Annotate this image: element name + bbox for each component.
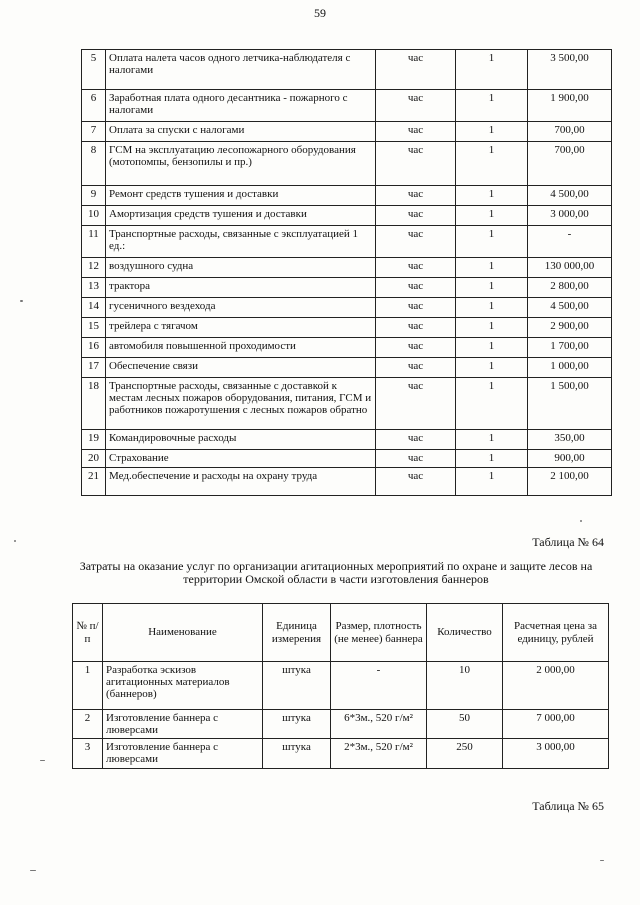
table-65-label: Таблица № 65 bbox=[532, 799, 604, 813]
row-price: 4 500,00 bbox=[528, 298, 612, 318]
row-name: Транспортные расходы, связанные с эксплуатацией 1 ед.: bbox=[106, 226, 376, 258]
row-price: 900,00 bbox=[528, 450, 612, 468]
row-name: Страхование bbox=[106, 450, 376, 468]
row-quantity: 1 bbox=[456, 278, 528, 298]
row-name: Амортизация средств тушения и доставки bbox=[106, 206, 376, 226]
table-64-caption: Затраты на оказание услуг по организации агитационных мероприятий по охране и защите лесов на территории Омской области в части изготовления баннеров bbox=[79, 559, 593, 586]
page-number: 59 bbox=[314, 6, 326, 20]
row-unit: штука bbox=[263, 739, 331, 769]
row-quantity: 1 bbox=[456, 378, 528, 430]
row-number: 20 bbox=[82, 450, 106, 468]
row-quantity: 10 bbox=[427, 662, 503, 710]
row-price: 1 700,00 bbox=[528, 338, 612, 358]
row-quantity: 1 bbox=[456, 298, 528, 318]
row-quantity: 50 bbox=[427, 710, 503, 739]
row-quantity: 1 bbox=[456, 186, 528, 206]
row-unit: час bbox=[376, 122, 456, 142]
row-price: 3 500,00 bbox=[528, 50, 612, 90]
table-row bbox=[82, 430, 612, 450]
table-row bbox=[82, 338, 612, 358]
table-row bbox=[82, 298, 612, 318]
scan-speck bbox=[580, 520, 582, 522]
row-unit: час bbox=[376, 50, 456, 90]
row-name: Разработка эскизов агитационных материалов (баннеров) bbox=[103, 662, 263, 710]
table-row bbox=[82, 206, 612, 226]
row-number: 7 bbox=[82, 122, 106, 142]
row-unit: час bbox=[376, 90, 456, 122]
row-number: 11 bbox=[82, 226, 106, 258]
row-price: 2 100,00 bbox=[528, 468, 612, 496]
table-row bbox=[82, 318, 612, 338]
table-row bbox=[82, 358, 612, 378]
row-quantity: 1 bbox=[456, 122, 528, 142]
row-name: Обеспечение связи bbox=[106, 358, 376, 378]
row-price: 130 000,00 bbox=[528, 258, 612, 278]
row-unit: час bbox=[376, 318, 456, 338]
table-row bbox=[82, 468, 612, 496]
row-price: 1 900,00 bbox=[528, 90, 612, 122]
table-64-label: Таблица № 64 bbox=[532, 535, 604, 549]
row-number: 19 bbox=[82, 430, 106, 450]
row-unit: час bbox=[376, 358, 456, 378]
row-quantity: 250 bbox=[427, 739, 503, 769]
row-name: автомобиля повышенной проходимости bbox=[106, 338, 376, 358]
row-number: 6 bbox=[82, 90, 106, 122]
table-row bbox=[73, 710, 609, 739]
row-price: 700,00 bbox=[528, 142, 612, 186]
row-unit: час bbox=[376, 142, 456, 186]
table-row bbox=[73, 662, 609, 710]
row-price: 1 000,00 bbox=[528, 358, 612, 378]
header-price: Расчетная цена за единицу, рублей bbox=[503, 604, 609, 662]
table-row bbox=[82, 258, 612, 278]
header-size: Размер, плотность (не менее) баннера bbox=[331, 604, 427, 662]
header-unit: Единица измерения bbox=[263, 604, 331, 662]
row-number: 15 bbox=[82, 318, 106, 338]
row-name: трактора bbox=[106, 278, 376, 298]
row-number: 3 bbox=[73, 739, 103, 769]
row-quantity: 1 bbox=[456, 338, 528, 358]
row-quantity: 1 bbox=[456, 226, 528, 258]
row-quantity: 1 bbox=[456, 90, 528, 122]
row-name: Мед.обеспечение и расходы на охрану труда bbox=[106, 468, 376, 496]
scan-speck bbox=[40, 760, 45, 761]
cost-table-63 bbox=[81, 49, 612, 496]
table-row bbox=[82, 90, 612, 122]
row-number: 12 bbox=[82, 258, 106, 278]
row-unit: час bbox=[376, 378, 456, 430]
row-price: - bbox=[528, 226, 612, 258]
row-quantity: 1 bbox=[456, 450, 528, 468]
row-unit: час bbox=[376, 206, 456, 226]
row-price: 2 000,00 bbox=[503, 662, 609, 710]
row-quantity: 1 bbox=[456, 358, 528, 378]
table-row bbox=[82, 142, 612, 186]
row-quantity: 1 bbox=[456, 50, 528, 90]
row-unit: час bbox=[376, 258, 456, 278]
row-price: 7 000,00 bbox=[503, 710, 609, 739]
row-name: Транспортные расходы, связанные с доставкой к местам лесных пожаров оборудования, питания, ГСМ и работников пожаротушения с лесных пожаров обратно bbox=[106, 378, 376, 430]
row-size: - bbox=[331, 662, 427, 710]
row-name: трейлера с тягачом bbox=[106, 318, 376, 338]
row-quantity: 1 bbox=[456, 468, 528, 496]
row-name: Изготовление баннера с люверсами bbox=[103, 710, 263, 739]
header-name: Наименование bbox=[103, 604, 263, 662]
row-name: Командировочные расходы bbox=[106, 430, 376, 450]
row-unit: час bbox=[376, 468, 456, 496]
row-number: 16 bbox=[82, 338, 106, 358]
header-qty: Количество bbox=[427, 604, 503, 662]
table-row bbox=[82, 122, 612, 142]
row-name: ГСМ на эксплуатацию лесопожарного оборудования (мотопомпы, бензопилы и пр.) bbox=[106, 142, 376, 186]
row-number: 17 bbox=[82, 358, 106, 378]
row-price: 3 000,00 bbox=[503, 739, 609, 769]
row-unit: час bbox=[376, 278, 456, 298]
row-name: Заработная плата одного десантника - пожарного с налогами bbox=[106, 90, 376, 122]
table-row bbox=[82, 450, 612, 468]
table-row bbox=[82, 226, 612, 258]
scan-speck bbox=[20, 300, 23, 302]
row-number: 21 bbox=[82, 468, 106, 496]
row-quantity: 1 bbox=[456, 318, 528, 338]
row-number: 2 bbox=[73, 710, 103, 739]
table-row bbox=[82, 278, 612, 298]
row-unit: час bbox=[376, 450, 456, 468]
row-quantity: 1 bbox=[456, 206, 528, 226]
row-number: 8 bbox=[82, 142, 106, 186]
table-row bbox=[82, 378, 612, 430]
row-price: 4 500,00 bbox=[528, 186, 612, 206]
row-size: 6*3м., 520 г/м² bbox=[331, 710, 427, 739]
row-price: 1 500,00 bbox=[528, 378, 612, 430]
row-number: 18 bbox=[82, 378, 106, 430]
row-number: 5 bbox=[82, 50, 106, 90]
row-name: Изготовление баннера с люверсами bbox=[103, 739, 263, 769]
row-name: Ремонт средств тушения и доставки bbox=[106, 186, 376, 206]
row-number: 10 bbox=[82, 206, 106, 226]
row-quantity: 1 bbox=[456, 258, 528, 278]
row-unit: час bbox=[376, 338, 456, 358]
table-row bbox=[82, 186, 612, 206]
row-quantity: 1 bbox=[456, 430, 528, 450]
row-number: 1 bbox=[73, 662, 103, 710]
scan-speck bbox=[600, 860, 604, 861]
row-number: 14 bbox=[82, 298, 106, 318]
row-price: 700,00 bbox=[528, 122, 612, 142]
banner-cost-table-64 bbox=[72, 603, 609, 769]
table-row bbox=[82, 50, 612, 90]
row-name: воздушного судна bbox=[106, 258, 376, 278]
row-unit: час bbox=[376, 430, 456, 450]
scan-speck bbox=[14, 540, 16, 542]
table-header-row bbox=[73, 604, 609, 662]
row-unit: час bbox=[376, 186, 456, 206]
row-name: Оплата за спуски с налогами bbox=[106, 122, 376, 142]
row-number: 13 bbox=[82, 278, 106, 298]
row-price: 3 000,00 bbox=[528, 206, 612, 226]
row-quantity: 1 bbox=[456, 142, 528, 186]
row-price: 2 900,00 bbox=[528, 318, 612, 338]
row-name: гусеничного вездехода bbox=[106, 298, 376, 318]
row-unit: час bbox=[376, 298, 456, 318]
row-size: 2*3м., 520 г/м² bbox=[331, 739, 427, 769]
scan-speck bbox=[30, 870, 36, 871]
row-number: 9 bbox=[82, 186, 106, 206]
row-unit: штука bbox=[263, 662, 331, 710]
row-unit: штука bbox=[263, 710, 331, 739]
table-row bbox=[73, 739, 609, 769]
row-name: Оплата налета часов одного летчика-наблюдателя с налогами bbox=[106, 50, 376, 90]
row-unit: час bbox=[376, 226, 456, 258]
header-num: № п/п bbox=[73, 604, 103, 662]
row-price: 2 800,00 bbox=[528, 278, 612, 298]
row-price: 350,00 bbox=[528, 430, 612, 450]
